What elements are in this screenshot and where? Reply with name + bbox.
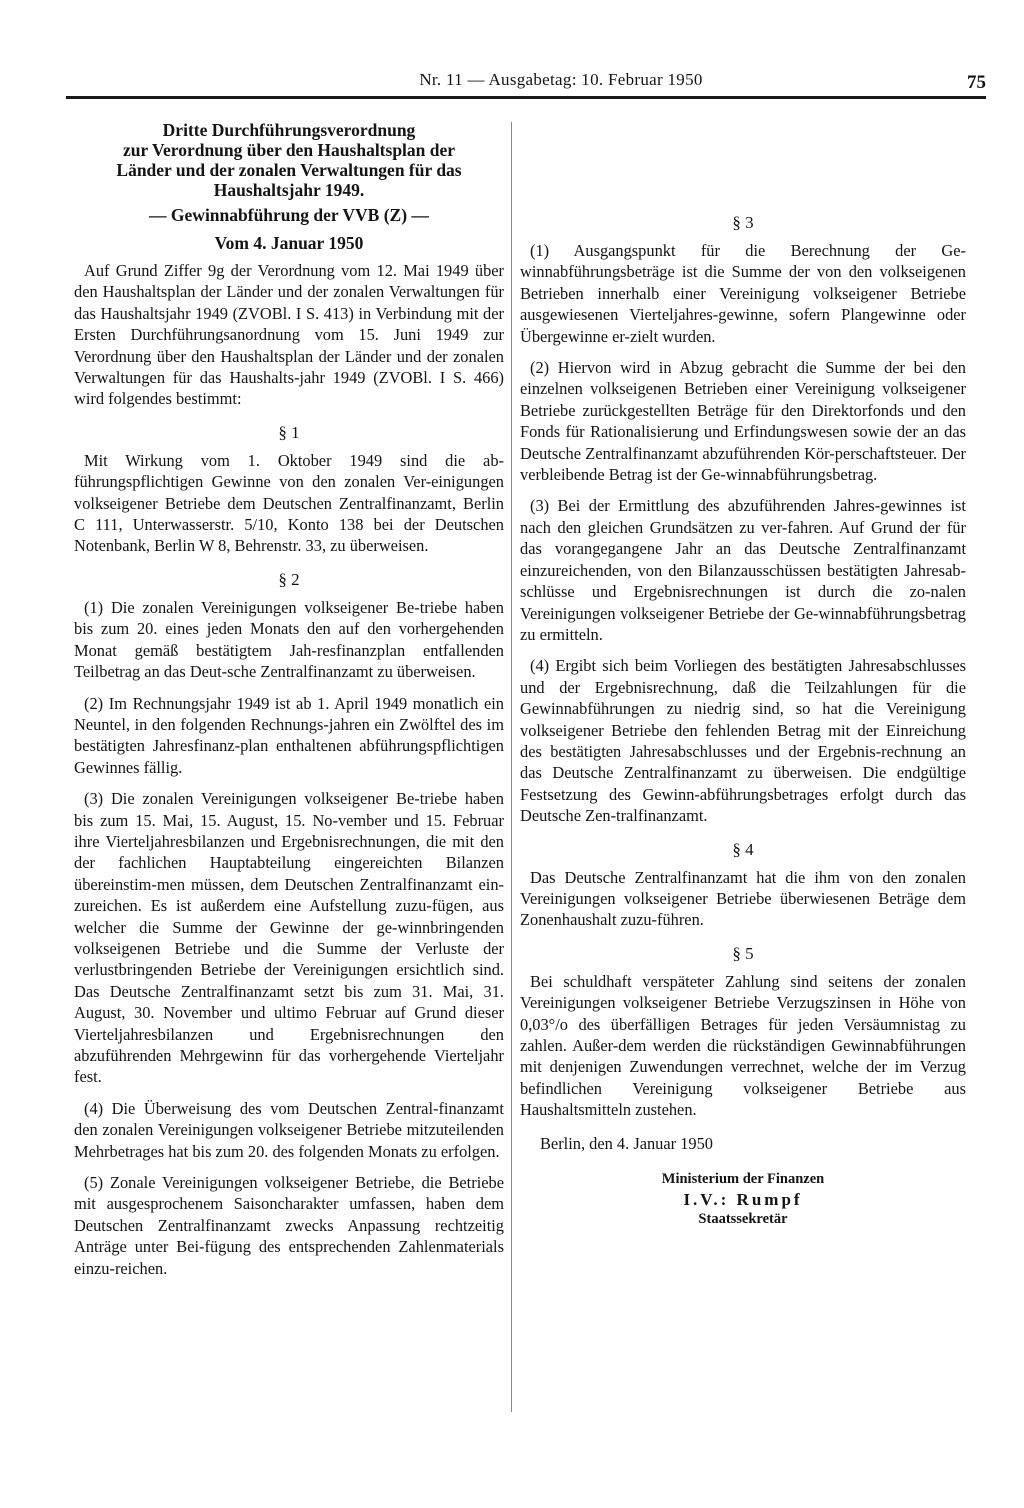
section-heading-2: § 2 [278,569,300,589]
signature-block [520,1169,966,1228]
section-1-text: Mit Wirkung vom 1. Oktober 1949 sind die ab-führungspflichtigen Gewinne von den zonalen Ver-einigungen volkseigener Betriebe dem Deutschen Zentralfinanzamt, Berlin C 111, Unterwasserstr. 5/10, Konto 138 bei der Deutschen Notenbank, Berlin W 8, Behrenstr. 33, zu überweisen. [74,450,504,556]
signer-name: I.V.: Rumpf [683,1189,803,1209]
document-subtitle: — Gewinnabführung der VVB (Z) — [149,205,429,225]
title-line: Länder und der zonalen Verwaltungen für das [116,160,462,180]
section-2-para-1: (1) Die zonalen Vereinigungen volkseigener Be-triebe haben bis zum 20. eines jeden Monats den auf den vorhergehenden Monat gemäß bestätigtem Jah-resfinanzplan entfallenden Teilbetrag an das Deut-sche Zentralfinanzamt zu überweisen. [74,597,504,682]
section-heading-4: § 4 [732,839,754,859]
section-2-para-5: (5) Zonale Vereinigungen volkseigener Betriebe, die Betriebe mit ausgesprochenem Saisoncharakter umfassen, haben dem Deutschen Zentralfinanzamt zwecks Anpassung rechtzeitig Anträge unter Bei-fügung des entsprechenden Zahlenmaterials einzu-reichen. [74,1173,504,1278]
section-2-para-2: (2) Im Rechnungsjahr 1949 ist ab 1. April 1949 monatlich ein Neuntel, in den folgenden Rechnungs-jahren ein Zwölftel des im bestätigten Jahresfinanz-plan enthaltenen abführungspflichtigen Gewinnes fällig. [74,693,504,777]
right-column-content [520,208,966,1228]
document-date: Vom 4. Januar 1950 [214,233,364,253]
section-4-text: Das Deutsche Zentralfinanzamt hat die ihm von den zonalen Vereinigungen volkseigener Betriebe überwiesenen Beträge dem Zonenhaushalt zuzu-führen. [520,867,966,930]
section-heading-3: § 3 [732,213,754,232]
preamble-paragraph: Auf Grund Ziffer 9g der Verordnung vom 12. Mai 1949 über den Haushaltsplan der Länder und der zonalen Verwaltungen für das Haushaltsjahr 1949 (ZVOBl. I S. 413) in Verbindung mit der Ersten Durchführungsanordnung vom 15. Juni 1949 zur Verordnung über den Haushaltsplan der Länder und der zonalen Verwaltungen für das Haushalts-jahr 1949 (ZVOBl. I S. 466) wird folgendes bestimmt: [74,261,504,409]
column-divider [511,122,512,1412]
section-2-para-4: (4) Die Überweisung des vom Deutschen Zentral-finanzamt den zonalen Vereinigungen volkseigener Betriebe mitzuteilenden Mehrbetrages hat bis zum 20. des folgenden Monats zu erfolgen. [74,1098,504,1161]
section-2-para-3: (3) Die zonalen Vereinigungen volkseigener Be-triebe haben bis zum 15. Mai, 15. August, 15. No-vember und 15. Februar ihre Vierteljahresbilanzen und Ergebnisrechnungen, die mit den der fachlichen Hauptabteilung eingereichten Bilanzen übereinstim-men müssen, dem Deutschen Zentralfinanzamt ein-zureichen. Es ist außerdem eine Aufstellung zuzu-fügen, aus welcher die Summe der Gewinne der ge-winnbringenden volkseigenen Betriebe und die Summe der Verluste der verlustbringenden Betriebe der Vereinigungen ersichtlich sind. Das Deutsche Zentralfinanzamt setzt bis zum 31. Mai, 31. August, 30. November und ultimo Februar auf Grund dieser Vierteljahresbilanzen und Ergebnisrechnungen den abzuführenden Mehrgewinn für das vorhergehende Vierteljahr fest. [74,789,504,1087]
title-line: zur Verordnung über den Haushaltsplan der [122,140,456,160]
signer-title: Staatssekretär [698,1210,788,1227]
document-title [74,120,504,200]
header-rule [66,96,986,99]
place-and-date: Berlin, den 4. Januar 1950 [540,1133,713,1153]
ministry-name: Ministerium der Finanzen [661,1170,825,1187]
page-header [66,70,986,102]
section-5-text: Bei schuldhaft verspäteter Zahlung sind seitens der zonalen Vereinigungen volkseigener Betriebe Verzugszinsen in Höhe von 0,03°/o des überfälligen Betrages für jeden Versäumnistag zu zahlen. Außer-dem werden die rückständigen Gewinnabführungen mit denjenigen Zuwendungen verrechnet, welche der im Verzug befindlichen Vereinigung volkseigener Betriebe aus Haushaltsmitteln zustehen. [520,971,966,1120]
section-heading-1: § 1 [278,422,300,442]
page-number: 75 [967,72,986,93]
issue-line: Nr. 11 — Ausgabetag: 10. Februar 1950 [419,70,703,89]
title-line: Dritte Durchführungsverordnung [162,120,416,140]
left-column [74,120,504,1279]
section-3-para-1: (1) Ausgangspunkt für die Berechnung der Ge-winnabführungsbeträge ist die Summe der von den volkseigenen Betrieben innerhalb einer Vereinigung volkseigener Betriebe ausgewiesenen Vierteljahres-gewinne, sofern Plangewinne oder Übergewinne er-zielt wurden. [520,241,966,346]
section-3-para-4: (4) Ergibt sich beim Vorliegen des bestätigten Jahresabschlusses und der Ergebnisrechnung, daß die Teilzahlungen für die Gewinnabführungen zu niedrig sind, so hat die Vereinigung volkseigener Betriebe den fehlenden Betrag mit der Einreichung des bestätigten Jahresabschlusses und der Ergebnis-rechnung an das Deutsche Zentralfinanzamt zu überweisen. Die endgültige Festsetzung des Gewinn-abführungsbetrages erfolgt durch das Deutsche Zen-tralfinanzamt. [520,656,966,826]
section-3-para-2: (2) Hiervon wird in Abzug gebracht die Summe der bei den einzelnen volkseigenen Betrieben einer Vereinigung volkseigener Betriebe zurückgestellten Beträge für den Direktorfonds und den Fonds für Rationalisierung und Erfindungswesen sowie der an das Deutsche Zentralfinanzamt abzuführenden Kör-perschaftsteuer. Der verbleibende Betrag ist der Ge-winnabführungsbetrag. [520,358,966,485]
section-heading-5: § 5 [732,943,754,963]
title-line: Haushaltsjahr 1949. [213,180,365,200]
section-3-para-3: (3) Bei der Ermittlung des abzuführenden Jahres-gewinnes ist nach den gleichen Grundsätzen zu ver-fahren. Auf Grund der für das vorangegangene Jahr an das Deutsche Zentralfinanzamt einzureichenden, von den Bilanzausschüssen bestätigten Jahresab-schlüsse und Ergebnisrechnungen ist durch die zo-nalen Vereinigungen volkseigener Betriebe der Ge-winnabführungsbetrag zu ermitteln. [520,496,966,644]
